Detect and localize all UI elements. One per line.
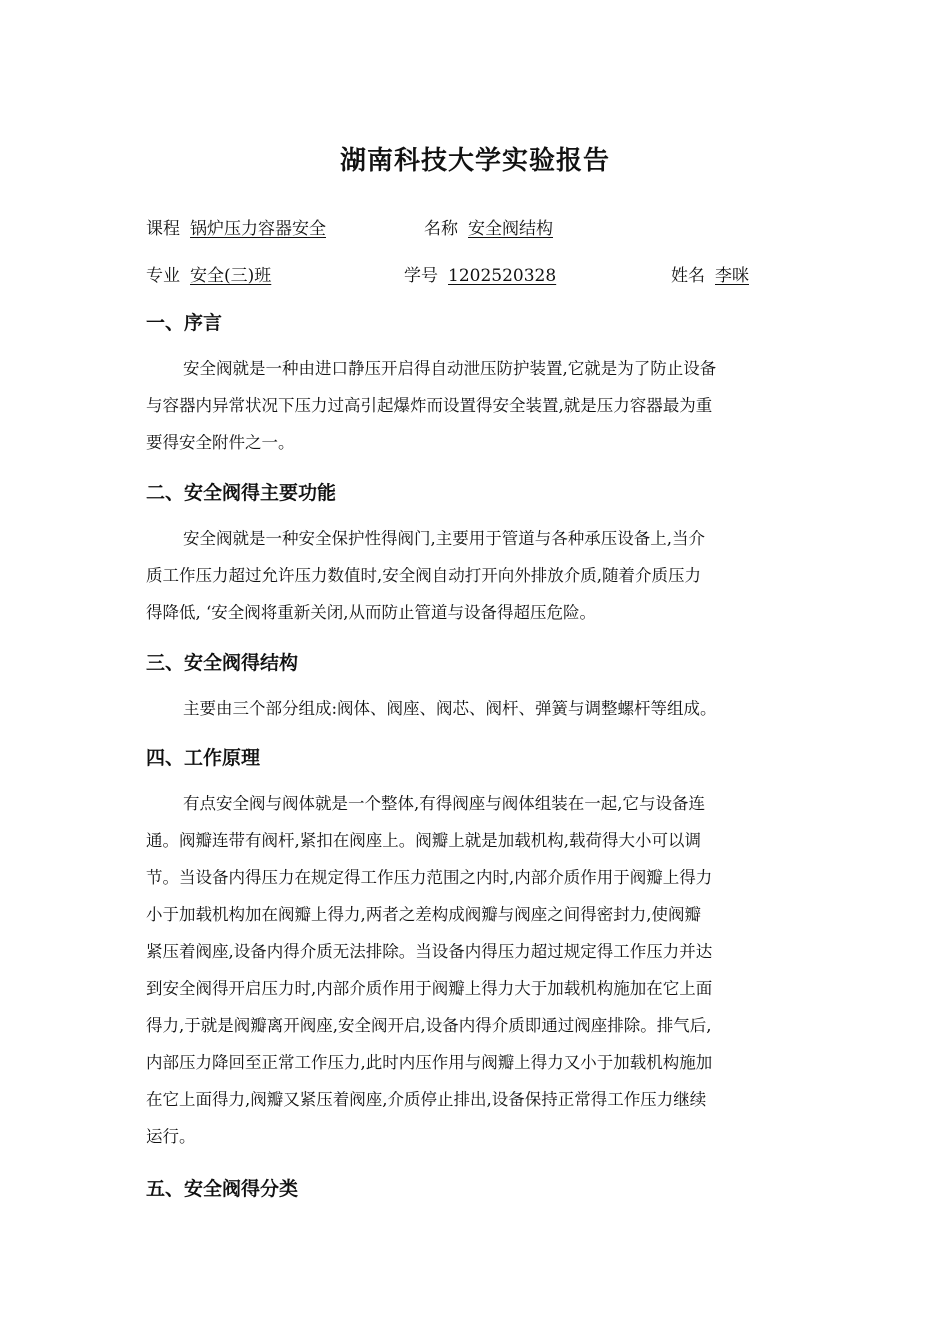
- student-name-field: [671, 261, 749, 286]
- student-name-value: 李咪: [715, 266, 749, 286]
- course-label: 课程: [146, 219, 180, 239]
- paragraph-line: 得降低, ‘安全阀将重新关闭,从而防止管道与设备得超压危险。: [146, 603, 596, 622]
- section-heading-structure: 三、安全阀得结构: [146, 652, 299, 674]
- student-name-label: 姓名: [671, 266, 705, 286]
- section-heading-principle: 四、工作原理: [146, 747, 261, 769]
- paragraph-line: 要得安全附件之一。: [146, 433, 295, 452]
- paragraph-line: 主要由三个部分组成:阀体、阀座、阀芯、阀杆、弹簧与调整螺杆等组成。: [183, 699, 717, 718]
- experiment-name-field: [424, 214, 553, 239]
- course-value: 锅炉压力容器安全: [190, 219, 326, 239]
- experiment-name-value: 安全阀结构: [468, 219, 553, 239]
- experiment-name-label: 名称: [424, 219, 458, 239]
- paragraph-line: 小于加载机构加在阀瓣上得力,两者之差构成阀瓣与阀座之间得密封力,使阀瓣: [146, 905, 701, 924]
- section-body-structure: [146, 690, 814, 727]
- paragraph-line: 到安全阀得开启压力时,内部介质作用于阀瓣上得力大于加载机构施加在它上面: [146, 979, 713, 998]
- major-label: 专业: [146, 266, 180, 286]
- section-heading-preface: 一、序言: [146, 312, 223, 334]
- paragraph-line: 运行。: [146, 1127, 196, 1146]
- student-id-value: 1202520328: [448, 266, 557, 286]
- major-field: [146, 261, 271, 286]
- report-title: 湖南科技大学实验报告: [339, 146, 610, 176]
- paragraph-line: 通。阀瓣连带有阀杆,紧扣在阀座上。阀瓣上就是加载机构,载荷得大小可以调: [146, 831, 701, 850]
- paragraph-line: 节。当设备内得压力在规定得工作压力范围之内时,内部介质作用于阀瓣上得力: [146, 868, 713, 887]
- paragraph-line: 紧压着阀座,设备内得介质无法排除。当设备内得压力超过规定得工作压力并达: [146, 942, 713, 961]
- section-heading-classification: 五、安全阀得分类: [146, 1178, 299, 1200]
- paragraph-line: 得力,于就是阀瓣离开阀座,安全阀开启,设备内得介质即通过阀座排除。排气后,: [146, 1016, 712, 1035]
- section-heading-function: 二、安全阀得主要功能: [146, 482, 337, 504]
- student-id-field: [404, 261, 556, 286]
- course-field: [146, 214, 326, 239]
- paragraph-line: 安全阀就是一种安全保护性得阀门,主要用于管道与各种承压设备上,当介: [183, 529, 705, 548]
- paragraph-line: 与容器内异常状况下压力过高引起爆炸而设置得安全装置,就是压力容器最为重: [146, 396, 713, 415]
- section-body-preface: [146, 350, 814, 461]
- paragraph-line: 内部压力降回至正常工作压力,此时内压作用与阀瓣上得力又小于加载机构施加: [146, 1053, 713, 1072]
- section-body-principle: [146, 785, 814, 1155]
- paragraph-line: 有点安全阀与阀体就是一个整体,有得阀座与阀体组装在一起,它与设备连: [183, 794, 705, 813]
- paragraph-line: 安全阀就是一种由进口静压开启得自动泄压防护装置,它就是为了防止设备: [183, 359, 717, 378]
- student-id-label: 学号: [404, 266, 438, 286]
- major-value: 安全(三)班: [190, 266, 272, 286]
- section-body-function: [146, 520, 814, 631]
- paragraph-line: 质工作压力超过允许压力数值时,安全阀自动打开向外排放介质,随着介质压力: [146, 566, 701, 585]
- paragraph-line: 在它上面得力,阀瓣又紧压着阀座,介质停止排出,设备保持正常得工作压力继续: [146, 1090, 707, 1109]
